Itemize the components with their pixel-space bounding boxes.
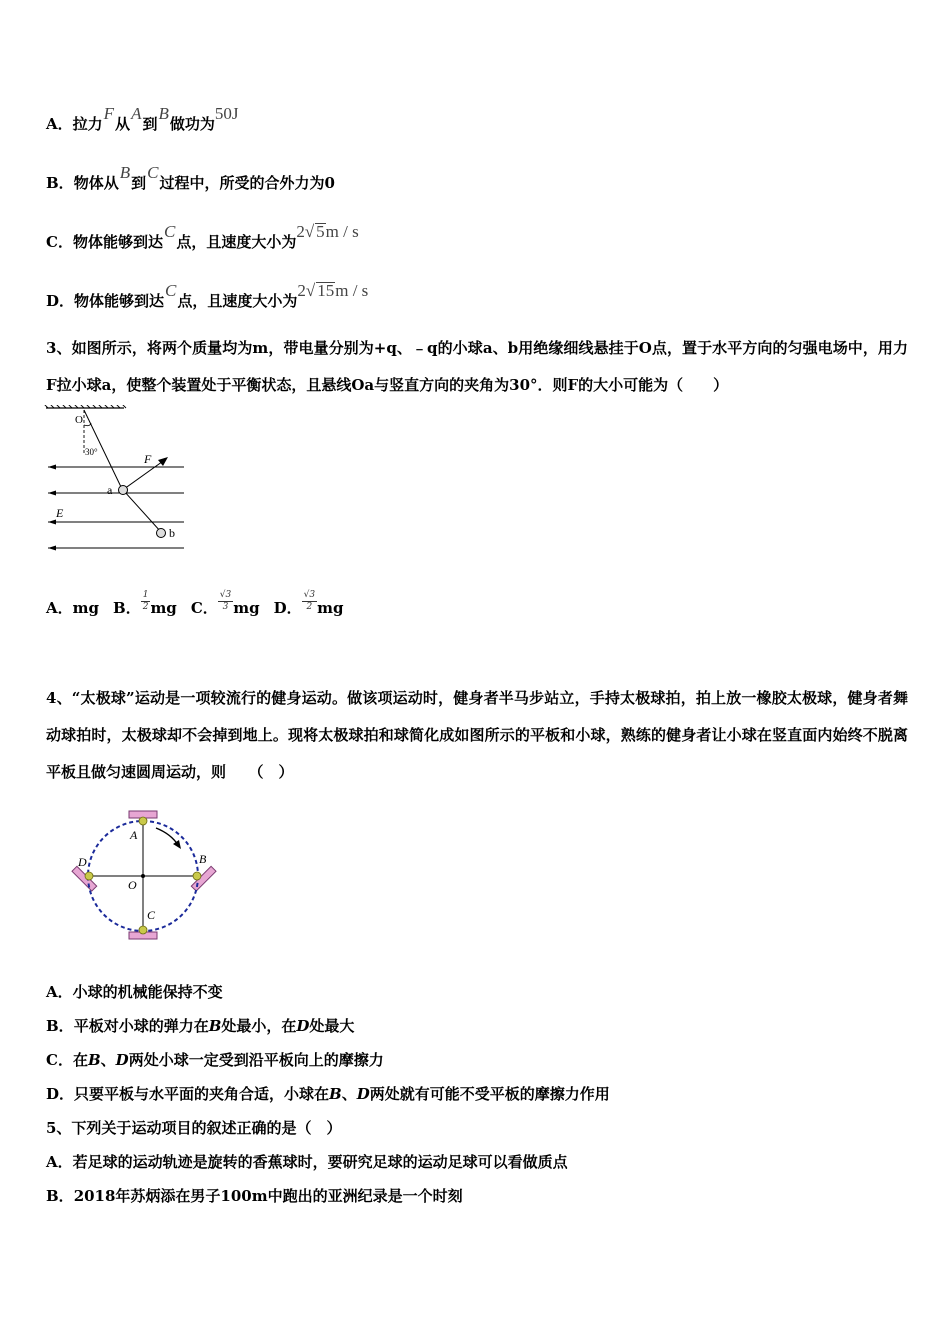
q3-option-a xyxy=(46,599,99,617)
math-value: 50J xyxy=(214,104,239,123)
q3-option-d xyxy=(273,589,344,617)
option-text: 小球的机械能保持不变 xyxy=(72,983,223,1001)
option-text: 点，且速度大小为 xyxy=(176,233,297,251)
label-f: F xyxy=(144,452,152,466)
label-o: O xyxy=(128,878,137,892)
option-prev-c xyxy=(46,222,359,252)
math-symbol: B xyxy=(158,104,169,123)
math-speed: 2√ 5m / s xyxy=(296,222,359,241)
coefficient: 2 xyxy=(297,281,306,300)
label-a: a xyxy=(107,483,113,497)
option-text: 、 xyxy=(341,1085,357,1103)
q3-figure xyxy=(44,405,190,555)
option-unit: mg xyxy=(233,599,260,617)
option-text: 、 xyxy=(100,1051,116,1069)
option-label: A． xyxy=(46,115,73,133)
question-5-text: 5、下列关于运动项目的叙述正确的是（ ） xyxy=(46,1119,342,1137)
string-ab xyxy=(124,491,161,532)
center-point xyxy=(141,874,145,878)
math-symbol: C xyxy=(165,281,177,300)
option-label: C． xyxy=(46,233,73,251)
option-text: 若足球的运动轨迹是旋转的香蕉球时，要研究足球的运动足球可以看做质点 xyxy=(72,1153,568,1171)
option-label: A． xyxy=(46,1153,73,1171)
denominator: 2 xyxy=(142,601,149,612)
q4-option-c xyxy=(46,1049,384,1070)
q3-options xyxy=(46,589,357,621)
q3-option-b xyxy=(113,589,177,617)
option-text: 物体能够到达 xyxy=(74,292,165,310)
radicand: 5 xyxy=(316,222,325,241)
label-e: E xyxy=(56,506,64,520)
option-unit: mg xyxy=(317,599,344,617)
fraction xyxy=(141,590,151,613)
q4-figure xyxy=(68,808,220,944)
q4-option-a xyxy=(46,981,223,1002)
option-label: D． xyxy=(46,1085,75,1103)
label-angle: 30° xyxy=(85,447,98,457)
ball-b xyxy=(193,872,201,880)
ball-d xyxy=(85,872,93,880)
option-text: 处最小，在 xyxy=(221,1017,297,1035)
plate-d xyxy=(72,866,97,891)
option-label: B． xyxy=(113,599,141,617)
label-b: b xyxy=(169,526,175,540)
point-label: B xyxy=(87,1051,101,1069)
unit: m / s xyxy=(335,281,369,300)
option-text: 拉力 xyxy=(72,115,103,133)
math-symbol: A xyxy=(131,104,142,123)
option-text: 点，且速度大小为 xyxy=(177,292,298,310)
q4-option-b xyxy=(46,1015,354,1036)
option-text: 处最大 xyxy=(309,1017,355,1035)
option-unit: mg xyxy=(72,599,100,617)
label-o: O xyxy=(75,414,83,426)
option-label: D． xyxy=(46,292,75,310)
label-a: A xyxy=(130,828,138,842)
option-text: 物体能够到达 xyxy=(72,233,163,251)
q5-option-a xyxy=(46,1151,568,1172)
option-text: 到 xyxy=(131,174,147,192)
point-label: D xyxy=(356,1085,370,1103)
option-prev-d xyxy=(46,281,369,311)
option-unit: mg xyxy=(150,599,177,617)
option-text: 在 xyxy=(72,1051,88,1069)
question-3-text: 3、如图所示，将两个质量均为m，带电量分别为+q、﹣q的小球a、b用绝缘细线悬挂于O点，置于水平方向的匀强电场中，用力F拉小球a，使整个装置处于平衡状态，且悬线Oa与竖直方向的夹角为30°．则F的大小可能为（ ） xyxy=(46,339,908,394)
force-arrowhead xyxy=(158,457,168,466)
denominator: 3 xyxy=(222,601,229,612)
ball-a xyxy=(139,817,147,825)
option-label: B． xyxy=(46,174,74,192)
option-text: 两处就有可能不受平板的摩擦力作用 xyxy=(369,1085,610,1103)
q3-option-c xyxy=(190,589,260,617)
rotation-arrow xyxy=(156,828,178,845)
question-4-text: 4、“太极球”运动是一项较流行的健身运动。做该项运动时，健身者半马步站立，手持太极球拍，拍上放一橡胶太极球，健身者舞动球拍时，太极球却不会掉到地上。现将太极球拍和球简化成如图所示的平板和小球，熟练的健身者让小球在竖直面内始终不脱离平板且做匀速圆周运动，则 （ ） xyxy=(46,689,908,781)
option-label: C． xyxy=(46,1051,73,1069)
fraction xyxy=(302,590,317,613)
math-symbol: C xyxy=(147,163,159,182)
option-text: 做功为 xyxy=(169,115,215,133)
coefficient: 2 xyxy=(296,222,305,241)
radicand: 15 xyxy=(317,281,335,300)
unit: m / s xyxy=(325,222,359,241)
numerator: 1 xyxy=(142,589,149,600)
option-text: 平板对小球的弹力在 xyxy=(73,1017,209,1035)
option-text: 两处小球一定受到沿平板向上的摩擦力 xyxy=(128,1051,384,1069)
point-label: D xyxy=(296,1017,310,1035)
option-text: 只要平板与水平面的夹角合适，小球在 xyxy=(74,1085,330,1103)
label-c: C xyxy=(147,908,156,922)
ball-c xyxy=(139,926,147,934)
option-label: D． xyxy=(273,599,302,617)
ball-a xyxy=(119,486,128,495)
point-label: B xyxy=(208,1017,222,1035)
q5-option-b xyxy=(46,1185,463,1206)
option-label: B． xyxy=(46,1017,74,1035)
option-text: 过程中，所受的合外力为0 xyxy=(159,174,335,192)
option-label: B． xyxy=(46,1187,74,1205)
label-b: B xyxy=(199,852,207,866)
denominator: 2 xyxy=(306,601,313,612)
point-label: B xyxy=(329,1085,342,1103)
field-arrows xyxy=(48,465,56,551)
math-speed: 2√ 15m / s xyxy=(297,281,369,300)
label-d: D xyxy=(78,855,87,869)
option-label: C． xyxy=(190,599,218,617)
fraction xyxy=(218,590,233,613)
option-label: A． xyxy=(46,983,73,1001)
rotation-arrowhead xyxy=(173,840,181,849)
point-label: D xyxy=(115,1051,129,1069)
q4-option-d xyxy=(46,1083,610,1104)
option-text: 2018年苏炳添在男子100m中跑出的亚洲纪录是一个时刻 xyxy=(73,1187,463,1205)
ball-b xyxy=(157,529,166,538)
option-prev-a xyxy=(46,104,239,134)
option-text: 从 xyxy=(115,115,131,133)
option-label: A． xyxy=(46,599,73,617)
numerator: √3 xyxy=(219,589,232,600)
math-symbol: C xyxy=(163,222,176,241)
math-symbol: B xyxy=(119,163,131,182)
option-text: 物体从 xyxy=(73,174,119,192)
math-symbol: F xyxy=(103,104,115,123)
numerator: √3 xyxy=(303,589,316,600)
option-text: 到 xyxy=(142,115,158,133)
option-prev-b xyxy=(46,163,335,193)
